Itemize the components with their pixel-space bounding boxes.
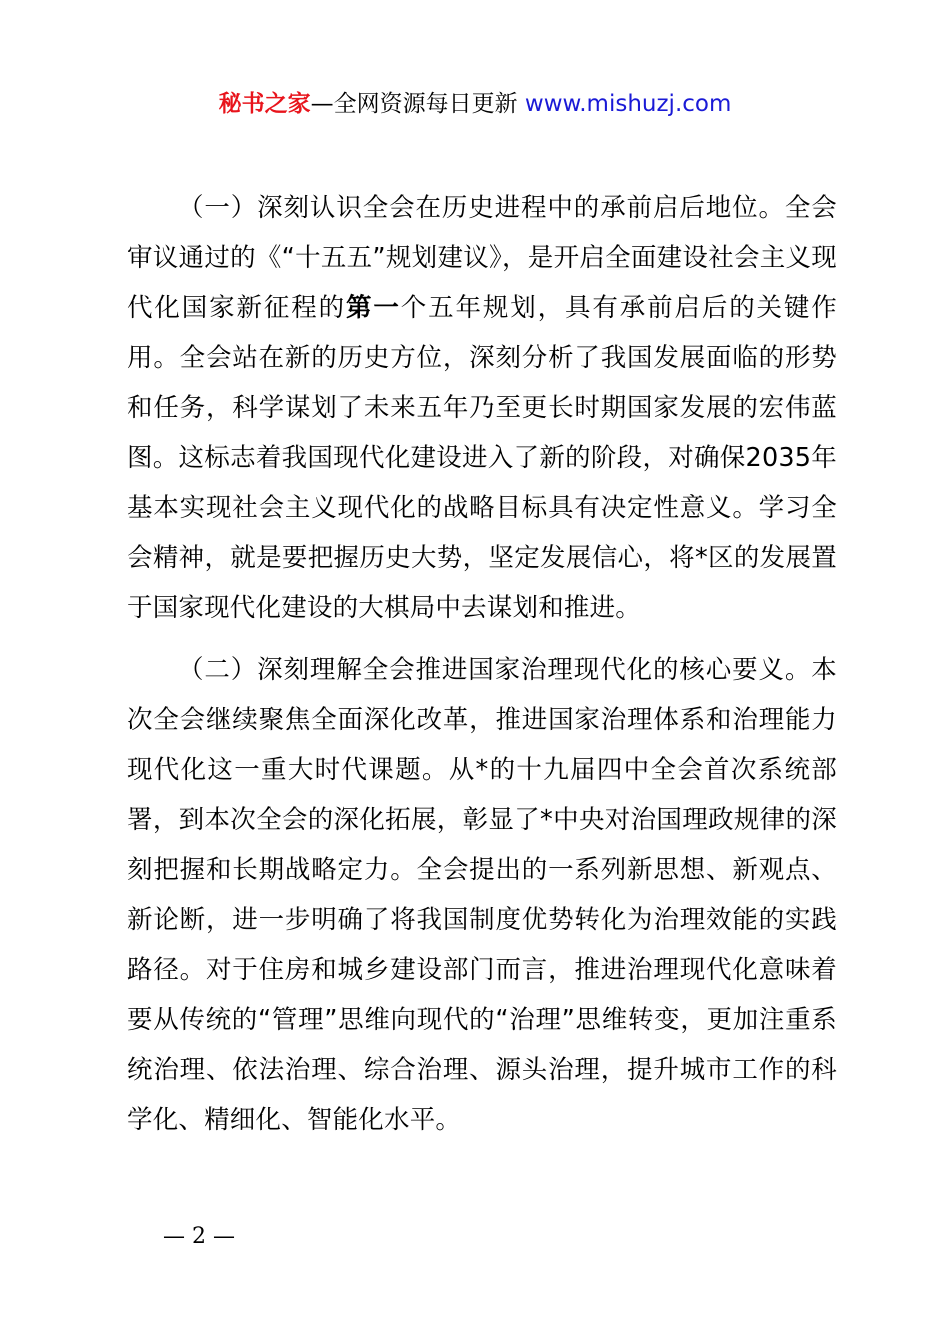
paragraph-1-bold-text: 第一 (345, 293, 401, 323)
paragraph-1-text-end: 个五年规划，具有承前启后的关键作用。全会站在新的历史方位，深刻分析了我国发展面临的形势和任务，科学谋划了未来五年乃至更长时期国家发展的宏伟蓝图。这标志着我国现代化建设进入了新的阶段，对确保2035年基本实现社会主义现代化的战略目标具有决定性意义。学习全会精神，就是要把握历史大势，坚定发展信心，将*区的发展置于国家现代化建设的大棋局中去谋划和推进。 (127, 293, 838, 623)
document-body (127, 183, 837, 1145)
paragraph-2: （二）深刻理解全会推进国家治理现代化的核心要义。本次全会继续聚焦全面深化改革，推进国家治理体系和治理能力现代化这一重大时代课题。从*的十九届四中全会首次系统部署，到本次全会的深化拓展，彰显了*中央对治国理政规律的深刻把握和长期战略定力。全会提出的一系列新思想、新观点、新论断，进一步明确了将我国制度优势转化为治理效能的实践路径。对于住房和城乡建设部门而言，推进治理现代化意味着要从传统的“管理”思维向现代的“治理”思维转变，更加注重系统治理、依法治理、综合治理、源头治理，提升城市工作的科学化、精细化、智能化水平。 (127, 655, 837, 1135)
website-url[interactable]: www.mishuzj.com (524, 91, 732, 117)
paragraph-1-text-start: （一）深刻认识全会在历史进程中的承前启后地位。全会审议通过的《“十五五”规划建议》，是开启全面建设社会主义现代化国家新征程的 (127, 193, 837, 323)
brand-name: 秘书之家 (218, 91, 311, 117)
banner-tagline: —全网资源每日更新 (310, 91, 525, 117)
paragraph-1 (127, 183, 837, 633)
site-banner (0, 88, 950, 120)
page-number: — 2 — (163, 1224, 235, 1249)
